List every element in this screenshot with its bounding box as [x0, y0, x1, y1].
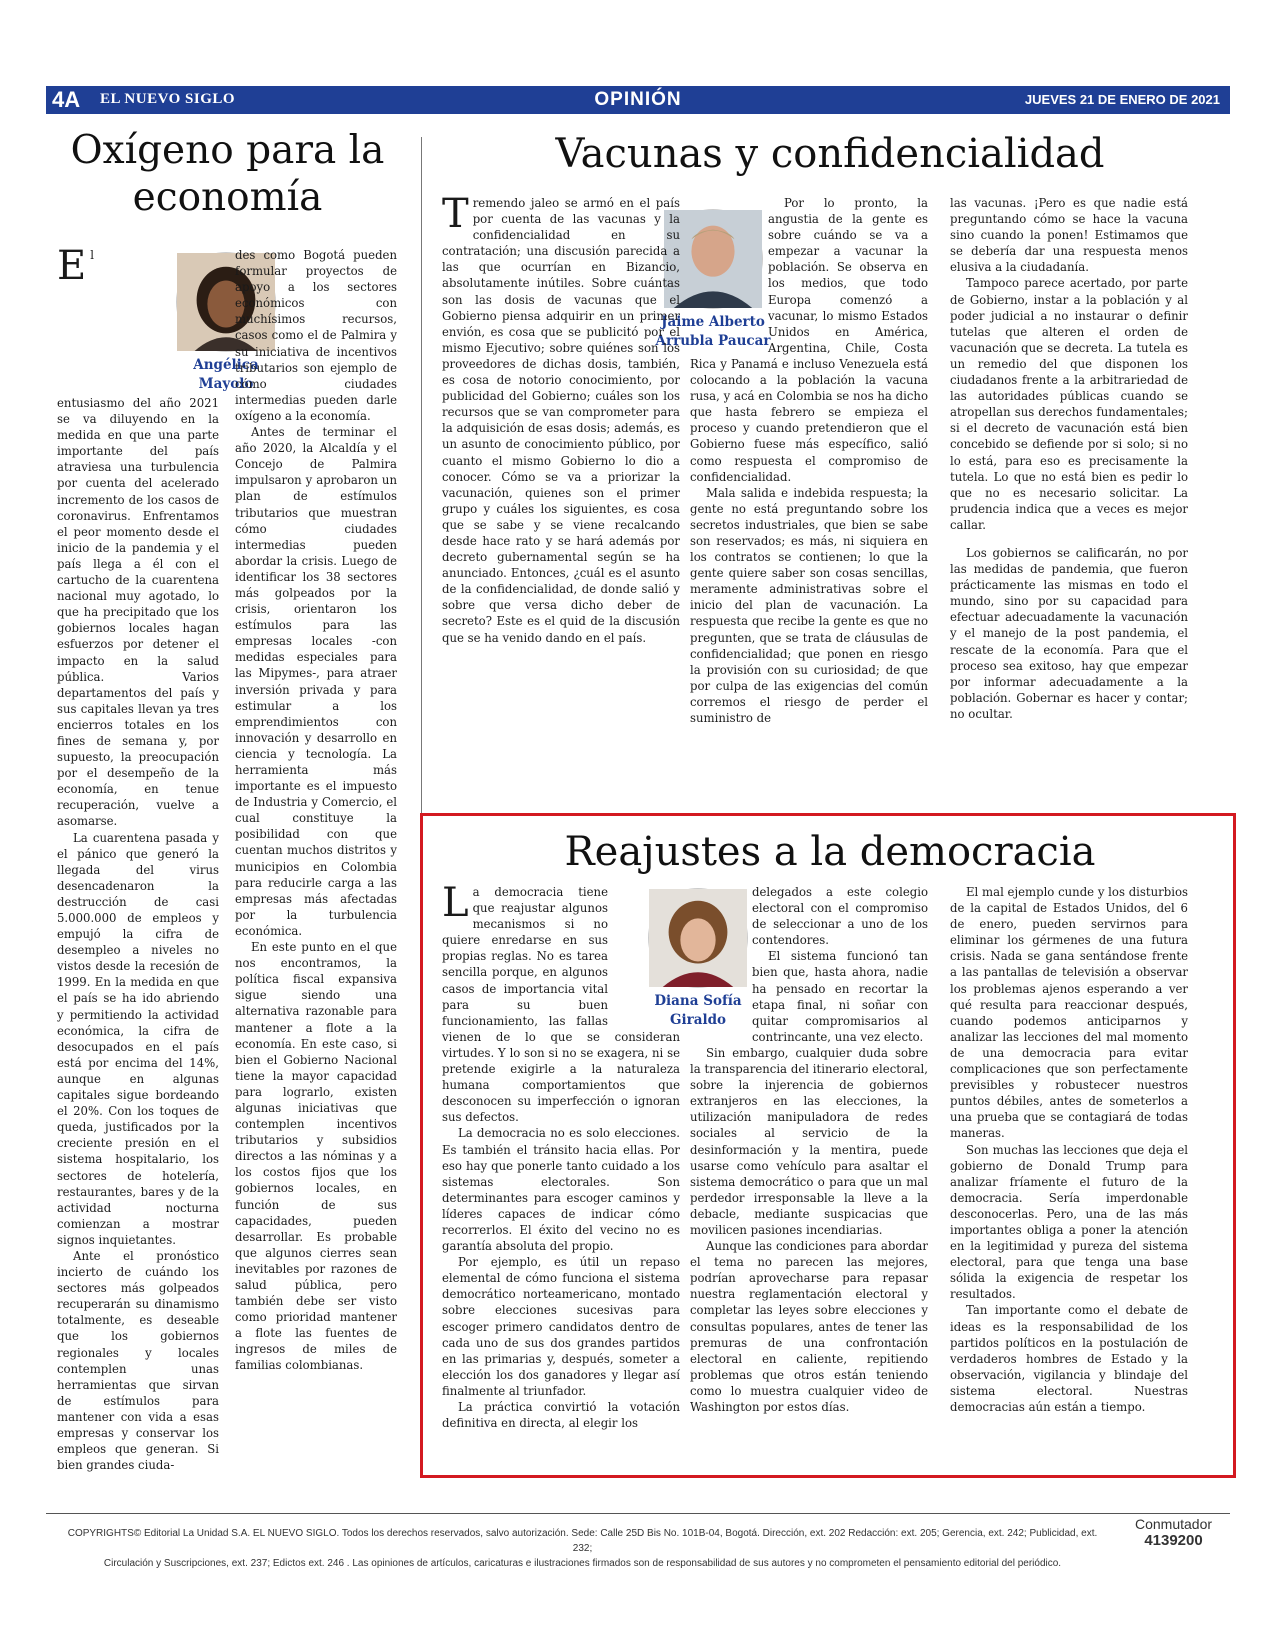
- footer-copyright: [60, 1526, 1105, 1571]
- photo-wrap-spacer: [608, 884, 680, 1024]
- switchboard-label: Conmutador: [1135, 1516, 1213, 1532]
- paragraph-text: remendo jaleo se armó en el país por cuenta de las vacunas y la confidencialidad en su contratación; una discusión parecida a las que ocurrían en Bizancio, absolutamente inútiles. Sobre cuántas son las dosis de vacunas que el Gobierno piensa adquirir en un primer envión, es cosa que se publicitó por el mismo Ejecutivo; sobre quiénes son los proveedores de dichas dosis, también, es cosa de notorio conocimiento, por publicidad del Gobierno; cuáles son los recursos que se van comprometer para la adquisición de esas dosis; además, es un asunto de conocimiento público, por cuanto el mismo Gobierno lo dio a conocer. Cómo se va a priorizar la vacunación, quienes son el primer grupo y cuáles los siguientes, es cosa que se sabe y se viene recalcando desde hace rato y se hará además por decreto gubernamental según se ha anunciado. Entonces, ¿cuál es el asunto de la confidencialidad, de donde salió y sobre que versa dicho deber de secreto? Este es el quid de la discusión que se ha venido dando en el país.: [442, 196, 680, 645]
- switchboard-number: 4139200: [1144, 1532, 1203, 1549]
- photo-wrap-spacer: [690, 195, 768, 340]
- drop-cap: E: [57, 243, 87, 289]
- article3-title: Reajustes a la democracia: [564, 829, 1096, 875]
- article1-paragraph: En este punto en el que nos encontramos, la política fiscal expansiva sigue siendo una alternativa razonable para mantener a flote a la economía. En este caso, si bien el Gobierno Nacional tiene la mayor capacidad para lograrlo, existen algunas iniciativas que contemplen incentivos tributarios y subsidios directos a las nóminas y a los costos fijos que los gobiernos locales, en función de sus capacidades, pueden desarrollar. Es probable que algunos cierres sean inevitables por razones de salud pública, pero también debe ser visto como prioridad mantener a flote las fuentes de ingresos de miles de familias colombianas.: [235, 940, 397, 1373]
- article3-paragraph: El mal ejemplo cunde y los disturbios de la capital de Estados Unidos, del 6 de enero, pueden servirnos para eliminar los gérmenes de una futura crisis. Nada se gana sentándose frente a las pantallas de televisión a observar los problemas ajenos esperando a ver qué resulta para reaccionar después, cuando podemos anticiparnos y analizar las lecciones del mal momento de una democracia para evitar complicaciones que son perfectamente previsibles y robustecer nuestros puntos débiles, antes de someterlos a una prueba que se contagiará de todas maneras.: [950, 885, 1188, 1141]
- article2-paragraph: Mala salida e indebida respuesta; la gente no está preguntando sobre los secretos industriales, que bien se sabe son reservados; es más, ni siquiera en los contratos se contienen; lo que la gente quiere saber son cosas sencillas, meramente administrativas sobre el inicio del plan de vacunación. La respuesta que recibe la gente es que no pregunten, que se trata de cláusulas de confidencialidad; que ponen en riesgo la provisión con su curiosidad; de que por culpa de las exigencias del común corremos el riesgo de perder el suministro de: [690, 485, 928, 725]
- article1-paragraph: La cuarentena pasada y el pánico que generó la llegada del virus desencadenaron la destrucción de casi 5.000.000 de empleos y empujó la cifra de desempleo a niveles no vistos desde la recesión de 1999. En la medida en que el país se ha ido abriendo y permitiendo la actividad económica, la cifra de desocupados en el país está por encima del 14%, aunque en algunas capitales sigue bordeando el 20%. Con los toques de queda, justificados por la creciente presión en el sistema hospitalario, los sectores de hotelería, restaurantes, bares y de la actividad nocturna comienzan a mostrar signos inquietantes.: [57, 830, 219, 1247]
- article3-paragraph: La democracia no es solo elecciones. Es también el tránsito hacia ellas. Por eso hay que ponerle tanto cuidado a los sistemas electorales. Son determinantes para escoger caminos y líderes capaces de indicar cómo recorrerlos. El éxito del vecino no es garantía absoluta del propio.: [442, 1126, 680, 1254]
- paragraph-text: a democracia tiene que reajustar algunos mecanismos si no quiere enredarse en sus propias reglas. No es tarea sencilla porque, en algunos casos de importancia vital para su buen funcionamiento, las fallas vienen de lo que se consideran virtudes. Y lo son si no se exagera, ni se pretende exigirle a la naturaleza humana comportamientos que desconocen su imperfección o ignoran sus defectos.: [442, 885, 680, 1125]
- footer-line-1: COPYRIGHTS© Editorial La Unidad S.A. EL NUEVO SIGLO. Todos los derechos reservados, salvo autorización. Sede: Calle 25D Bis No. 101B-04, Bogotá. Dirección, ext. 202 Redacción: ext. 205; Gerencia, ext. 242; Publicidad, ext. 232;: [67, 1528, 1098, 1554]
- article2-column-2: [690, 195, 928, 770]
- page-header-bar: [46, 86, 1230, 114]
- article2-column-1: [442, 191, 680, 770]
- article2-paragraph: Los gobiernos se calificarán, no por las medidas de pandemia, que fueron prácticamente las mismas en todo el mundo, sino por su capacidad para efectuar adecuadamente la vacunación y el manejo de la post pandemia, el rescate de la economía. Para que el proceso sea exitoso, hay que empezar por informar adecuadamente a la población. Gobernar es hacer y contar; no ocultar.: [950, 545, 1188, 721]
- article3-paragraph: La práctica convirtió la votación definitiva en directa, al elegir los: [442, 1400, 680, 1431]
- page-number: 4A: [52, 87, 81, 112]
- article2-paragraph: [442, 191, 680, 646]
- article2-author-name: Jaime Alberto Arrubla Paucar: [655, 314, 771, 349]
- article3-paragraph: Son muchas las lecciones que deja el gobierno de Donald Trump para analizar fríamente el futuro de la democracia. Sería imperdonable desconocerlas. Pero, una de las más importantes obliga a poner la atención en la legitimidad y pureza del sistema electoral, para que tenga una base sólida la exigencia de respetar los resultados.: [950, 1142, 1188, 1302]
- footer-rule: [46, 1513, 1230, 1514]
- drop-cap: L: [442, 880, 469, 926]
- article3-paragraph: Tan importante como el debate de ideas es la responsabilidad de los partidos políticos en la postulación de verdaderos hombres de Estado y la observación, vigilancia y blindaje del sistema electoral. Nuestras democracias aún están a tiempo.: [950, 1303, 1188, 1414]
- article1-column-2: [235, 247, 397, 1425]
- drop-cap: T: [442, 191, 469, 237]
- article3-paragraph: Sin embargo, cualquier duda sobre la transparencia del itinerario electoral, sobre la injerencia de gobiernos extranjeros en las elecciones, la utilización manipuladora de redes sociales al servicio de la desinformación y la mentira, puede usarse como vehículo para asaltar el sistema democrático o para que un mal perdedor irresponsable la lleve a la debacle, mediante suspicacias que movilicen pasiones incendiarias.: [690, 1045, 928, 1237]
- footer-line-2: Circulación y Suscripciones, ext. 237; Edictos ext. 246 . Las opiniones de artículos, caricaturas e ilustraciones firmados son de responsabilidad de sus autores y no comprometen el pensamiento editorial del periódico.: [103, 1558, 1062, 1569]
- article3-column-3: [950, 884, 1188, 1459]
- photo-wrap-spacer: [111, 247, 219, 395]
- article1-title: Oxígeno para la economía: [70, 128, 385, 220]
- issue-date: JUEVES 21 DE ENERO DE 2021: [1024, 92, 1220, 107]
- section-title: OPINIÓN: [594, 89, 682, 110]
- article3-paragraph: El sistema funcionó tan bien que, hasta ahora, nadie ha pensado en recortar la etapa final, ni soñar con quitar compromisarios al contrincante, una vez electo.: [752, 949, 928, 1044]
- article3-paragraph: Por ejemplo, es útil un repaso elemental de cómo funciona el sistema democrático norteamericano, montado sobre elecciones sucesivas para escoger primero candidatos dentro de cada uno de sus dos grandes partidos en las primarias y, después, someter a elección los dos ganadores y llegar así finalmente al triunfador.: [442, 1255, 680, 1398]
- article1-paragraph: des como Bogotá pueden formular proyectos de apoyo a los sectores económicos con muchísimos recursos, casos como el de Palmira y su iniciativa de incentivos tributarios son ejemplo de cómo ciudades intermedias pueden darle oxígeno a la economía.: [235, 248, 397, 423]
- article2-paragraph: las vacunas. ¡Pero es que nadie está preguntando cómo se hace la vacuna sino cuando la ponen! Estimamos que se debería dar una respuesta menos elusiva a la ciudadanía.: [950, 196, 1188, 275]
- article1-paragraph: Antes de terminar el año 2020, la Alcaldía y el Concejo de Palmira impulsaron y aprobaron un plan de estímulos tributarios que muestran cómo ciudades intermedias pueden abordar la crisis. Luego de identificar los 38 sectores más golpeados por la crisis, orientaron los estímulos para las empresas locales -con medidas especiales para las Mipymes-, para atraer inversión privada y para estimular a los emprendimientos con innovación y desarrollo en ciencia y tecnología. La herramienta más importante es el impuesto de Industria y Comercio, el cual constituye la posibilidad con que cuentan muchos distritos y municipios en Colombia para reducirle carga a las empresas más afectadas por la turbulencia económica.: [235, 425, 397, 938]
- article1-column-1: [57, 243, 219, 1473]
- article2-column-3: [950, 195, 1188, 770]
- newspaper-name: EL NUEVO SIGLO: [100, 91, 236, 107]
- article3-author-name: Diana Sofía Giraldo: [654, 993, 742, 1028]
- article3-paragraph: delegados a este colegio electoral con el compromiso de seleccionar a uno de los contendores.: [752, 885, 928, 948]
- photo-wrap-spacer: [690, 884, 752, 1034]
- article3-paragraph: Aunque las condiciones para abordar el tema no parecen las mejores, podrían aprovecharse para repasar nuestra reglamentación electoral y completar las leyes sobre elecciones y consultas populares, antes de tener las premuras de una confrontación electoral en caliente, repitiendo problemas que otros están teniendo como lo muestra cualquier video de Washington por estos días.: [690, 1239, 928, 1414]
- article2-title: Vacunas y confidencialidad: [555, 131, 1105, 177]
- paragraph-text: l entusiasmo del año 2021 se va diluyendo en la medida en que una parte importante del país atraviesa una turbulencia por cuenta del acelerado incremento de los casos de coronavirus. Enfrentamos el peor momento desde el inicio de la pandemia y el país llega a él con el cartucho de la cuarentena nacional muy agotado, lo que ha precipitado que los gobiernos locales hagan esfuerzos por detener el impacto en la salud pública. Varios departamentos del país y sus capitales llevan ya tres encierros totales en los fines de semana y, por supuesto, la preocupación por el desempeño de la economía, en tenue recuperación, vuelve a asomarse.: [57, 248, 219, 829]
- article3-column-1: [442, 880, 680, 1459]
- article1-paragraph: Ante el pronóstico incierto de cuándo los sectores más golpeados recuperarán su dinamismo totalmente, es deseable que los gobiernos regionales y locales contemplen unas herramientas que sirvan de estímulos para mantener con vida a esas empresas y conservar los empleos que generan. Si bien grandes ciuda-: [57, 1248, 219, 1473]
- switchboard-block: [1135, 1516, 1212, 1549]
- article2-paragraph: Por lo pronto, la angustia de la gente es sobre cuándo se va a empezar a vacunar la población. Se observa en los medios, que todo Europa comenzó a vacunar, lo mismo Estados Unidos en América, Argentina, Chile, Costa Rica y Panamá e incluso Venezuela está colocando a la población la vacuna rusa, y acá en Colombia se nos ha dicho que hasta febrero se empieza el proceso y cuando pretendieron que el Gobierno fuese más específico, salió como respuesta el compromiso de confidencialidad.: [690, 196, 928, 484]
- article1-author-name: Angélica Mayolo: [193, 357, 259, 392]
- article2-paragraph: Tampoco parece acertado, por parte de Gobierno, instar a la población y al poder judicial a no instaurar o definir tutelas que alteren el orden de vacunación que se decreta. La tutela es un remedio del que disponen los ciudadanos frente a la arbitrariedad de las autoridades públicas cuando se atropellan sus derechos fundamentales; si el decreto de vacunación está bien concebido se defiende por si solo; si no lo está, para eso es precisamente la tutela. Lo que no está bien es pedir lo que no es necesario solicitar. La prudencia indica que a veces es mejor callar.: [950, 276, 1188, 532]
- article3-column-2: [690, 884, 928, 1459]
